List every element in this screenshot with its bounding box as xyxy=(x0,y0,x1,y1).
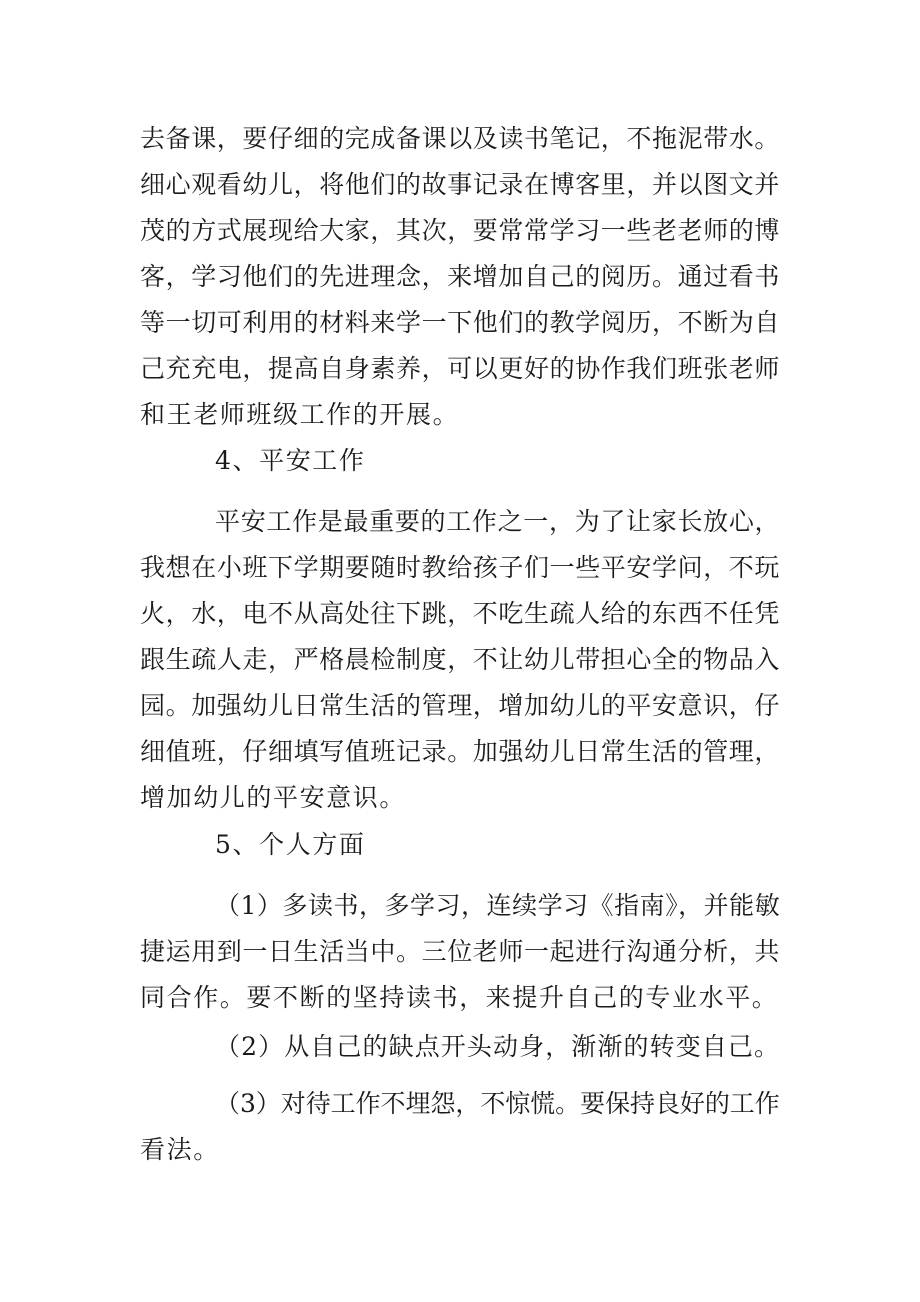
text-line: 园。加强幼儿日常生活的管理，增加幼儿的平安意识，仔 xyxy=(140,691,781,720)
text-line: 客，学习他们的先进理念，来增加自己的阅历。通过看书 xyxy=(140,262,781,291)
text-line: 增加幼儿的平安意识。 xyxy=(140,783,407,812)
text-line: 跟生疏人走，严格晨检制度，不让幼儿带担心全的物品入 xyxy=(140,645,781,674)
text-line: 细心观看幼儿，将他们的故事记录在博客里，并以图文并 xyxy=(140,170,781,199)
text-line: 去备课，要仔细的完成备课以及读书笔记，不拖泥带水。 xyxy=(140,124,781,153)
text-line: 平安工作是最重要的工作之一，为了让家长放心， xyxy=(215,507,781,536)
text-line: （3）对待工作不埋怨，不惊慌。要保持良好的工作 xyxy=(215,1089,780,1118)
section-heading: 4、平安工作 xyxy=(215,446,366,475)
text-line: 我想在小班下学期要随时教给孩子们一些平安学问，不玩 xyxy=(140,553,781,582)
text-line: 己充充电，提高自身素养，可以更好的协作我们班张老师 xyxy=(140,354,781,383)
text-line: 火，水，电不从高处往下跳，不吃生疏人给的东西不任凭 xyxy=(140,599,781,628)
text-line: 看法。 xyxy=(140,1135,220,1164)
section-heading: 5、个人方面 xyxy=(215,830,366,859)
text-line: 等一切可利用的材料来学一下他们的教学阅历，不断为自 xyxy=(140,308,781,337)
text-line: 细值班，仔细填写值班记录。加强幼儿日常生活的管理， xyxy=(140,737,781,766)
text-line: 同合作。要不断的坚持读书，来提升自己的专业水平。 xyxy=(140,983,779,1012)
text-line: 捷运用到一日生活当中。三位老师一起进行沟通分析，共 xyxy=(140,937,781,966)
text-line: 茂的方式展现给大家，其次，要常常学习一些老老师的博 xyxy=(140,216,781,245)
text-line: （2）从自己的缺点开头动身，渐渐的转变自己。 xyxy=(215,1032,781,1061)
text-line: （1）多读书，多学习，连续学习《指南》，并能敏 xyxy=(215,891,781,920)
text-line: 和王老师班级工作的开展。 xyxy=(140,400,460,429)
